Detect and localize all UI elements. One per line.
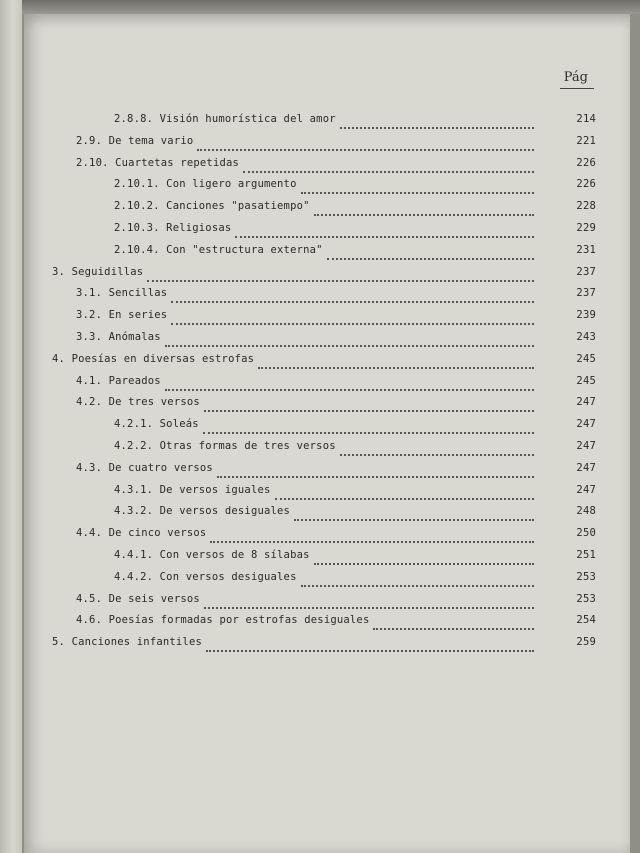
toc-entry-title: 2.8.8. Visión humorística del amor xyxy=(114,113,336,125)
toc-entry-title: 2.10.3. Religiosas xyxy=(114,222,232,234)
toc-page-number: 231 xyxy=(576,243,596,256)
facing-page-edge xyxy=(0,0,22,853)
toc-dot-leader xyxy=(243,157,534,173)
toc-page-number: 245 xyxy=(576,352,596,365)
toc-entry-title: 2.10.4. Con "estructura externa" xyxy=(114,243,323,256)
toc-entry xyxy=(24,636,630,658)
toc-entry-title: 4.3.2. De versos desiguales xyxy=(114,505,291,518)
toc-dot-leader xyxy=(340,113,534,129)
toc-dot-leader xyxy=(314,200,534,216)
toc-page-number: 229 xyxy=(576,222,596,234)
toc-dot-leader xyxy=(314,549,534,565)
toc-entry-title: 3.3. Anómalas xyxy=(76,331,161,343)
toc-entry xyxy=(24,440,630,462)
toc-dot-leader xyxy=(373,614,534,630)
toc-entry-title: 4.1. Pareados xyxy=(76,374,161,387)
document-page xyxy=(24,14,630,853)
toc-page-number: 226 xyxy=(576,178,596,191)
toc-entry xyxy=(24,178,630,200)
toc-page-number: 221 xyxy=(576,134,596,147)
toc-dot-leader xyxy=(301,178,534,194)
toc-dot-leader xyxy=(147,266,534,282)
toc-page-number: 239 xyxy=(576,309,596,322)
toc-page-number: 247 xyxy=(576,483,596,496)
toc-entry-title: 3. Seguidillas xyxy=(52,265,144,278)
toc-entry xyxy=(24,353,630,375)
page-column-label: Pág xyxy=(563,70,588,85)
toc-entry xyxy=(24,244,630,266)
book-top-edge xyxy=(0,0,640,14)
toc-dot-leader xyxy=(275,484,534,500)
toc-entry-title: 4.2.2. Otras formas de tres versos xyxy=(114,440,336,452)
toc-entry-title: 5. Canciones infantiles xyxy=(52,636,202,649)
toc-entry xyxy=(24,527,630,549)
page-column-header xyxy=(564,70,588,85)
toc-entry-title: 2.10.1. Con ligero argumento xyxy=(114,178,297,191)
toc-page-number: 247 xyxy=(576,461,596,474)
toc-dot-leader xyxy=(171,309,534,325)
toc-entry-title: 2.10.2. Canciones "pasatiempo" xyxy=(114,200,310,213)
toc-entry xyxy=(24,135,630,157)
toc-entry xyxy=(24,331,630,353)
toc-entry xyxy=(24,418,630,440)
toc-dot-leader xyxy=(301,571,534,587)
header-underline xyxy=(560,88,594,89)
toc-entry xyxy=(24,200,630,222)
toc-dot-leader xyxy=(294,505,534,521)
toc-dot-leader xyxy=(235,222,534,238)
toc-page-number: 247 xyxy=(576,396,596,409)
toc-dot-leader xyxy=(258,353,534,369)
toc-entry xyxy=(24,593,630,615)
toc-entry-title: 4.3.1. De versos iguales xyxy=(114,483,271,496)
toc-entry xyxy=(24,309,630,331)
toc-page-number: 245 xyxy=(576,374,596,387)
toc-entry xyxy=(24,375,630,397)
toc-entry-title: 2.9. De tema vario xyxy=(76,134,194,147)
toc-entry xyxy=(24,549,630,571)
toc-entry-title: 4.3. De cuatro versos xyxy=(76,461,213,474)
toc-entry xyxy=(24,287,630,309)
toc-dot-leader xyxy=(165,331,534,347)
toc-entry-title: 4. Poesías en diversas estrofas xyxy=(52,352,255,365)
toc-page-number: 253 xyxy=(576,592,596,605)
toc-entry xyxy=(24,222,630,244)
toc-page-number: 237 xyxy=(576,265,596,278)
toc-page-number: 247 xyxy=(576,418,596,431)
toc-page-number: 253 xyxy=(576,570,596,583)
toc-entry-title: 4.6. Poesías formadas por estrofas desiguales xyxy=(76,614,370,627)
toc-entry-title: 4.4. De cinco versos xyxy=(76,527,207,540)
toc-entry xyxy=(24,396,630,418)
toc-dot-leader xyxy=(210,527,534,543)
toc-entry-title: 4.5. De seis versos xyxy=(76,592,200,605)
toc-page-number: 214 xyxy=(576,113,596,125)
toc-page-number: 226 xyxy=(576,156,596,169)
toc-page-number: 228 xyxy=(576,200,596,213)
toc-dot-leader xyxy=(165,375,534,391)
toc-dot-leader xyxy=(340,440,534,456)
toc-entry-title: 4.4.2. Con versos desiguales xyxy=(114,570,297,583)
toc-entry-title: 4.4.1. Con versos de 8 sílabas xyxy=(114,549,310,561)
toc-dot-leader xyxy=(203,418,534,434)
toc-dot-leader xyxy=(204,396,534,412)
toc-entry xyxy=(24,484,630,506)
toc-entry xyxy=(24,614,630,636)
toc-entry xyxy=(24,157,630,179)
toc-dot-leader xyxy=(171,287,534,303)
toc-entry-title: 3.1. Sencillas xyxy=(76,287,168,300)
toc-entry-title: 3.2. En series xyxy=(76,309,168,322)
toc-dot-leader xyxy=(217,462,534,478)
toc-dot-leader xyxy=(204,593,534,609)
toc-page-number: 248 xyxy=(576,505,596,518)
toc-entry-title: 4.2. De tres versos xyxy=(76,396,200,409)
toc-page-number: 237 xyxy=(576,287,596,300)
toc-page-number: 250 xyxy=(576,527,596,540)
toc-entry-title: 4.2.1. Soleás xyxy=(114,418,199,431)
toc-dot-leader xyxy=(327,244,534,260)
toc-entry-title: 2.10. Cuartetas repetidas xyxy=(76,156,240,169)
toc-entry xyxy=(24,113,630,135)
toc-entry xyxy=(24,266,630,288)
toc-page-number: 259 xyxy=(576,636,596,649)
toc-page-number: 247 xyxy=(576,440,596,452)
toc-entry xyxy=(24,571,630,593)
toc-entry xyxy=(24,462,630,484)
toc-dot-leader xyxy=(197,135,534,151)
toc-entry xyxy=(24,505,630,527)
toc-dot-leader xyxy=(206,636,534,652)
toc-page-number: 254 xyxy=(576,614,596,627)
toc-page-number: 243 xyxy=(576,331,596,343)
toc-page-number: 251 xyxy=(576,549,596,561)
